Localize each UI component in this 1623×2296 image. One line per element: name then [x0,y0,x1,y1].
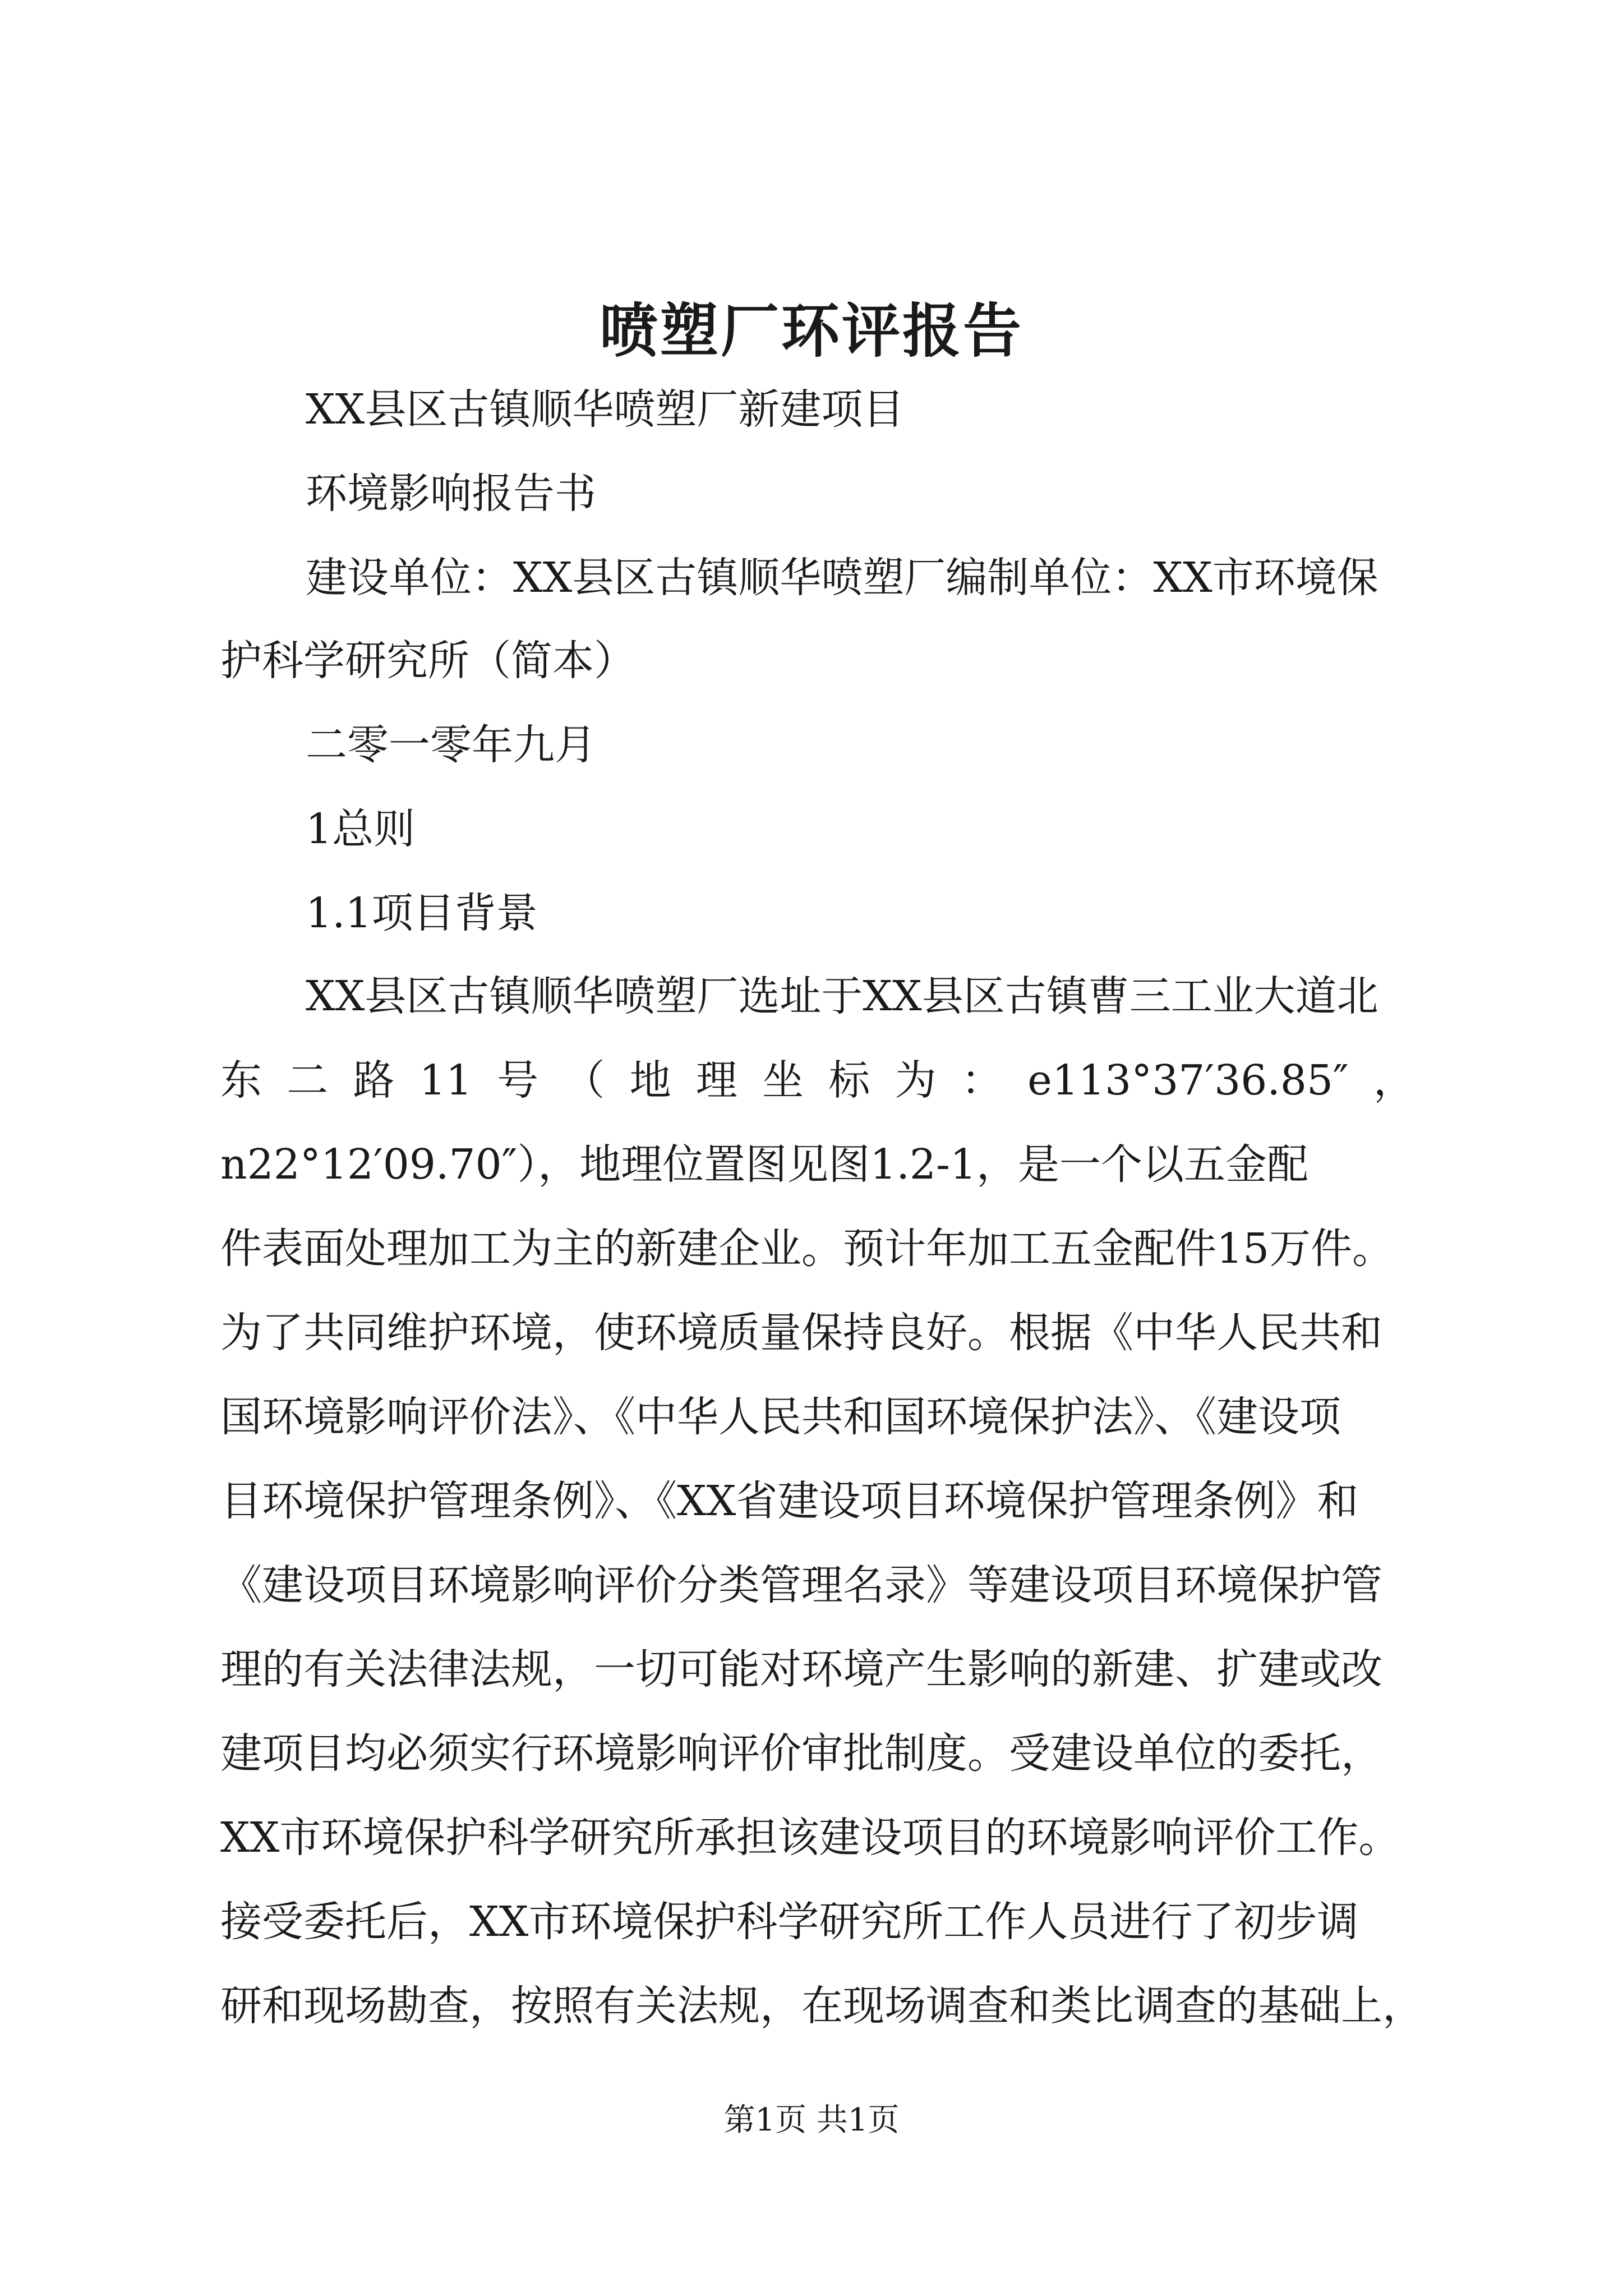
paragraph-token: 东 [220,1056,262,1105]
document-title: 喷塑厂环评报告 [599,296,1023,365]
paragraph-token: 标 [828,1056,870,1105]
paragraph-token: 路 [353,1056,395,1105]
cover-units-line-1: 建设单位：XX县区古镇顺华喷塑厂编制单位：XX市环境保 [306,554,1378,602]
paragraph-token: 二 [287,1056,329,1105]
paragraph-token: e113°37′36.85″ [1027,1056,1349,1105]
paragraph-line-spread [220,1052,1415,1108]
paragraph-line: 国环境影响评价法》、《中华人民共和国环境保护法》、《建设项 [220,1393,1341,1441]
paragraph-token: ： [961,1056,1003,1105]
paragraph-token: 11 [419,1056,472,1105]
paragraph-line: 《建设项目环境影响评价分类管理名录》等建设项目环境保护管 [220,1561,1382,1609]
paragraph-line: 理的有关法律法规，一切可能对环境产生影响的新建、扩建或改 [220,1645,1382,1694]
paragraph-line: XX县区古镇顺华喷塑厂选址于XX县区古镇曹三工业大道北 [306,972,1378,1020]
paragraph-token: 为 [895,1056,937,1105]
paragraph-line: 建项目均必须实行环境影响评价审批制度。受建设单位的委托， [220,1729,1382,1778]
cover-report-type: 环境影响报告书 [306,470,596,518]
paragraph-token: 号 [497,1056,539,1105]
paragraph-line: 接受委托后，XX市环境保护科学研究所工作人员进行了初步调 [220,1898,1359,1946]
section-heading-1: 1总则 [306,805,416,853]
cover-date: 二零一零年九月 [306,721,596,769]
paragraph-line: XX市环境保护科学研究所承担该建设项目的环境影响评价工作。 [220,1814,1400,1862]
paragraph-token: 坐 [762,1056,804,1105]
paragraph-line: 为了共同维护环境，使环境质量保持良好。根据《中华人民共和 [220,1309,1382,1357]
paragraph-line: 件表面处理加工为主的新建企业。预计年加工五金配件15万件。 [220,1225,1394,1273]
paragraph-token: ， [1373,1056,1415,1105]
paragraph-token: 理 [695,1056,737,1105]
cover-project-name: XX县区古镇顺华喷塑厂新建项目 [306,385,905,434]
paragraph-line: 目环境保护管理条例》、《XX省建设项目环境保护管理条例》和 [220,1477,1359,1525]
paragraph-line: 研和现场勘查，按照有关法规，在现场调查和类比调查的基础上， [220,1982,1424,2030]
paragraph-token: （ [563,1056,605,1105]
cover-units-line-2: 护科学研究所（简本） [220,637,635,685]
page-footer: 第1页 共1页 [723,2102,900,2138]
paragraph-line: n22°12′09.70″），地理位置图见图1.2-1，是一个以五金配 [220,1140,1309,1189]
section-heading-1-1: 1.1项目背景 [306,889,538,937]
paragraph-token: 地 [629,1056,671,1105]
